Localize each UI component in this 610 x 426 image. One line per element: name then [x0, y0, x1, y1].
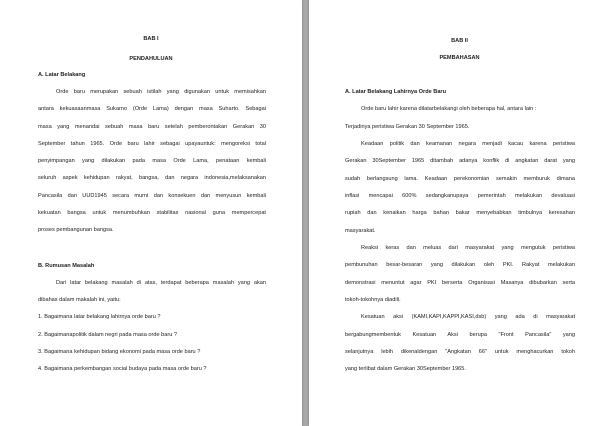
list-item: 4. Bagaimana perkembangan social budaya pada masa orde baru ? — [38, 366, 207, 372]
chapter-number: BAB II — [451, 38, 468, 44]
paragraph-line: seluruh aspek kehidupan rakyat, bangsa, dan negara indonesia,melaksanakan — [38, 175, 266, 181]
paragraph-line: Kesatuan aksi (KAMI,KAPI,KAPPI,KASI,dsb) yang ada di masyarakat — [361, 314, 575, 320]
paragraph-line: Terjadinya peristiwa Gerakan 30 September 1965. — [345, 124, 470, 130]
paragraph-line: Orde baru lahir karena dilatarbelakangi oleh beberapa hal, antara lain : — [361, 106, 537, 112]
paragraph-line: Reaksi keras dan meluas dari masyarakat yang mengutuk peristiwa — [361, 245, 575, 251]
paragraph-line: rupiah dan kenaikan harga bahan bakar menyebabkan timbulnya keresahan — [345, 210, 575, 216]
section-heading-a: A. Latar Belakang Lahirnya Orde Baru — [345, 89, 447, 95]
paragraph-line: demonstrasi menuntut agar PKI berserta Organisasi Masanya dibubarkan serta — [345, 280, 575, 286]
paragraph-line: tokoh-tokohnya diadili. — [345, 297, 401, 303]
paragraph-line: bergabungmembentuk Kesatuan Aksi berupa "Front Pancasila" yang — [345, 332, 575, 338]
paragraph-line: sudah berlangsung lama. Keadaan perekonomian semakin memburuk dimana — [345, 176, 575, 182]
section-heading-a: A. Latar Belakang — [38, 72, 86, 78]
paragraph-line: penyimpangan yang dilakukan pada masa Orde Lama, penataan kembali — [38, 158, 266, 164]
paragraph-line: kekuatan bangsa untuk menumbuhkan stabilitas nasional guna mempercepat — [38, 210, 266, 216]
chapter-number: BAB I — [143, 36, 159, 42]
chapter-title: PENDAHULUAN — [129, 56, 173, 62]
paragraph-line: dibahas dalam makalah ini, yaitu: — [38, 297, 121, 303]
list-item: 3. Bagaimana kehidupan bidang ekonomi pada masa orde baru ? — [38, 349, 201, 355]
paragraph-line: Dari latar belakang masalah di atas, terdapat beberapa masalah yang akan — [56, 280, 266, 286]
paragraph-line: Pancasila dan UUD1945 secara murni dan konsekuen dan menyusun kembali — [38, 193, 266, 199]
list-item: 2. Bagaimanapolitik dalam negri pada masa orde baru ? — [38, 332, 177, 338]
paragraph-line: proses pembangunan bangsa. — [38, 227, 114, 233]
document-page-right — [309, 0, 610, 426]
paragraph-line: Keadaan politik dan keamanan negara menjadi kacau karena peristiwa — [361, 141, 575, 147]
paragraph-line: Gerakan 30September 1965 ditambah adanya konflik di angkatan darat yang — [345, 158, 575, 164]
section-heading-b: B. Rumusan Masalah — [38, 263, 95, 269]
paragraph-line: September tahun 1965. Orde baru lahir sebagai upayauntuk: mengoreksi total — [38, 141, 266, 147]
paragraph-line: antara kekuasaanmasa Sukarno (Orde Lama) dengan masa Suharto. Sebagai — [38, 106, 266, 112]
paragraph-line: inflasi mencapai 600% sedangkanupaya pemerintah melakukan devaluasi — [345, 193, 575, 199]
paragraph-line: yang terlibat dalam Gerakan 30September 1965. — [345, 366, 466, 372]
paragraph-line: masyarakat. — [345, 228, 376, 234]
paragraph-line: selanjutnya lebih dikenaldengan "Angkatan 66" untuk menghacurkan tokoh — [345, 349, 575, 355]
document-page-left — [0, 0, 302, 426]
list-item: 1. Bagaimana latar belakang lahirnya orde baru ? — [38, 314, 161, 320]
paragraph-line: pembunuhan besar-besaran yang dilakukan oleh PKI. Rakyat melakukan — [345, 262, 575, 268]
paragraph-line: masa yang menandai sebuah masa baru setelah pemberontakan Gerakan 30 — [38, 124, 266, 130]
paragraph-line: Orde baru merupakan sebuah istilah yang digunakan untuk memisahkan — [56, 89, 266, 95]
chapter-title: PEMBAHASAN — [439, 55, 480, 61]
